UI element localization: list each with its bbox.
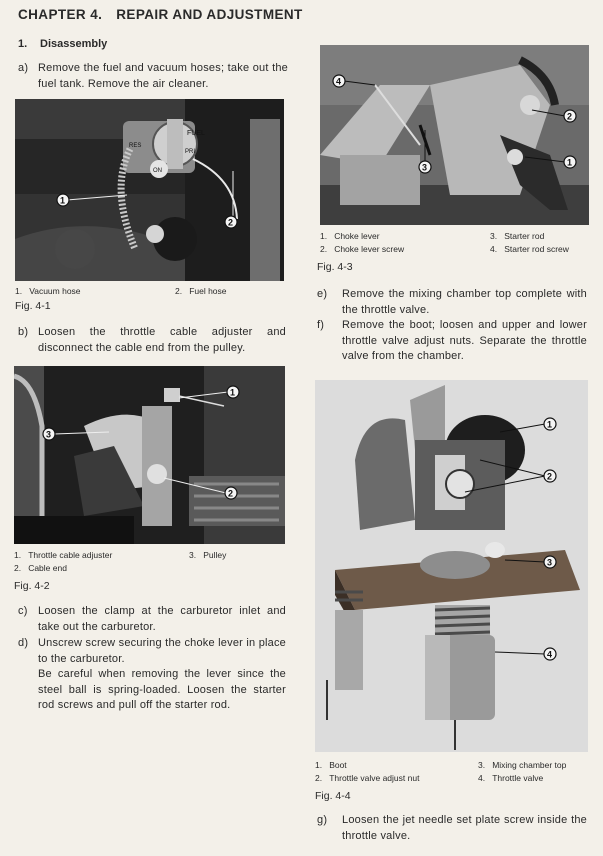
section-number: 1. [18, 38, 28, 50]
figure-4-1-label: Fig. 4-1 [15, 300, 51, 312]
step-text: Loosen the clamp at the carburetor inlet and take out the carburetor. [38, 605, 286, 633]
callout-3: 3 [547, 557, 553, 568]
throttle-cable-photo [14, 366, 285, 544]
legend-choke-lever-screw: Choke lever screw [334, 244, 405, 254]
legend-starter-rod-screw: Starter rod screw [504, 244, 569, 254]
step-label: b) [18, 326, 29, 338]
figure-4-3-label: Fig. 4-3 [317, 261, 353, 273]
step-label: c) [18, 605, 28, 617]
figure-4-2-photo [14, 366, 285, 544]
choke-lever-photo [320, 45, 589, 225]
callout-1: 1 [547, 419, 553, 430]
fuel-label: FUEL [187, 130, 205, 137]
step-caution-text: Be careful when removing the lever since the steel ball is spring-loaded. Loosen the starter rod screws and pull off the starter rod. [38, 668, 286, 711]
figure-4-4-legend: 1. Boot 3. Mixing chamber top 2. Throttle valve adjust nut 4. Throttle valve [315, 760, 567, 783]
on-label: ON [153, 168, 162, 174]
callout-1: 1 [230, 387, 236, 398]
step-text: Remove the boot; loosen and upper and lower throttle valve adjust nuts. Separate the throttle valve from the chamber. [342, 319, 587, 362]
legend-pulley: Pulley [203, 550, 227, 560]
step-label: g) [317, 814, 328, 826]
figure-4-4-photo [315, 380, 588, 752]
callout-1: 1 [567, 157, 573, 168]
figure-4-2-label: Fig. 4-2 [14, 580, 50, 592]
step-label: e) [317, 288, 328, 300]
step-e [317, 287, 587, 318]
callout-2: 2 [567, 111, 573, 122]
legend-vacuum-hose: Vacuum hose [29, 286, 81, 296]
figure-4-1-legend: 1. Vacuum hose 2. Fuel hose [15, 286, 227, 296]
res-label: RES [129, 143, 142, 149]
callout-2: 2 [547, 471, 553, 482]
step-label: d) [18, 637, 29, 649]
legend-boot: Boot [329, 760, 347, 770]
section-title: Disassembly [40, 38, 108, 50]
step-a [18, 61, 288, 92]
step-b [18, 325, 286, 356]
legend-choke-lever: Choke lever [334, 231, 380, 241]
step-text: Remove the fuel and vacuum hoses; take out the fuel tank. Remove the air cleaner. [38, 62, 288, 90]
step-c [18, 604, 286, 635]
legend-throttle-cable-adjuster: Throttle cable adjuster [28, 550, 113, 560]
step-label: f) [317, 319, 325, 331]
legend-throttle-valve: Throttle valve [492, 773, 544, 783]
callout-1: 1 [60, 195, 66, 206]
figure-4-4-label: Fig. 4-4 [315, 790, 351, 802]
figure-4-3-photo [320, 45, 589, 225]
pri-label: PRI [185, 149, 196, 155]
callout-3: 3 [46, 429, 52, 440]
step-f [317, 318, 587, 365]
step-text: Loosen the throttle cable adjuster and disconnect the cable end from the pulley. [38, 326, 286, 354]
chapter-number: CHAPTER 4. [18, 7, 103, 22]
step-d [18, 636, 286, 714]
callout-3: 3 [422, 162, 428, 173]
mixing-chamber-photo [315, 380, 588, 752]
legend-throttle-valve-adjust-nut: Throttle valve adjust nut [329, 773, 420, 783]
callout-2: 2 [228, 488, 234, 499]
chapter-title: REPAIR AND ADJUSTMENT [116, 7, 303, 22]
callout-4: 4 [336, 76, 342, 87]
legend-mixing-chamber-top: Mixing chamber top [492, 760, 567, 770]
step-text: Unscrew screw securing the choke lever in place to the carburetor. [38, 637, 286, 665]
step-g [317, 813, 587, 844]
legend-starter-rod: Starter rod [504, 231, 545, 241]
callout-4: 4 [547, 649, 553, 660]
callout-2: 2 [228, 217, 234, 228]
fuel-tank-photo [15, 99, 284, 281]
step-label: a) [18, 62, 29, 74]
figure-4-1-photo [15, 99, 284, 281]
step-text: Remove the mixing chamber top complete with the throttle valve. [342, 288, 587, 316]
section-heading [18, 38, 107, 50]
legend-cable-end: Cable end [28, 563, 67, 573]
figure-4-3-legend: 1. Choke lever 3. Starter rod 2. Choke lever screw 4. Starter rod screw [320, 231, 569, 254]
legend-fuel-hose: Fuel hose [189, 286, 227, 296]
figure-4-2-legend: 1. Throttle cable adjuster 3. Pulley 2. Cable end [14, 550, 227, 573]
step-text: Loosen the jet needle set plate screw inside the throttle valve. [342, 814, 587, 842]
chapter-heading [18, 7, 303, 22]
